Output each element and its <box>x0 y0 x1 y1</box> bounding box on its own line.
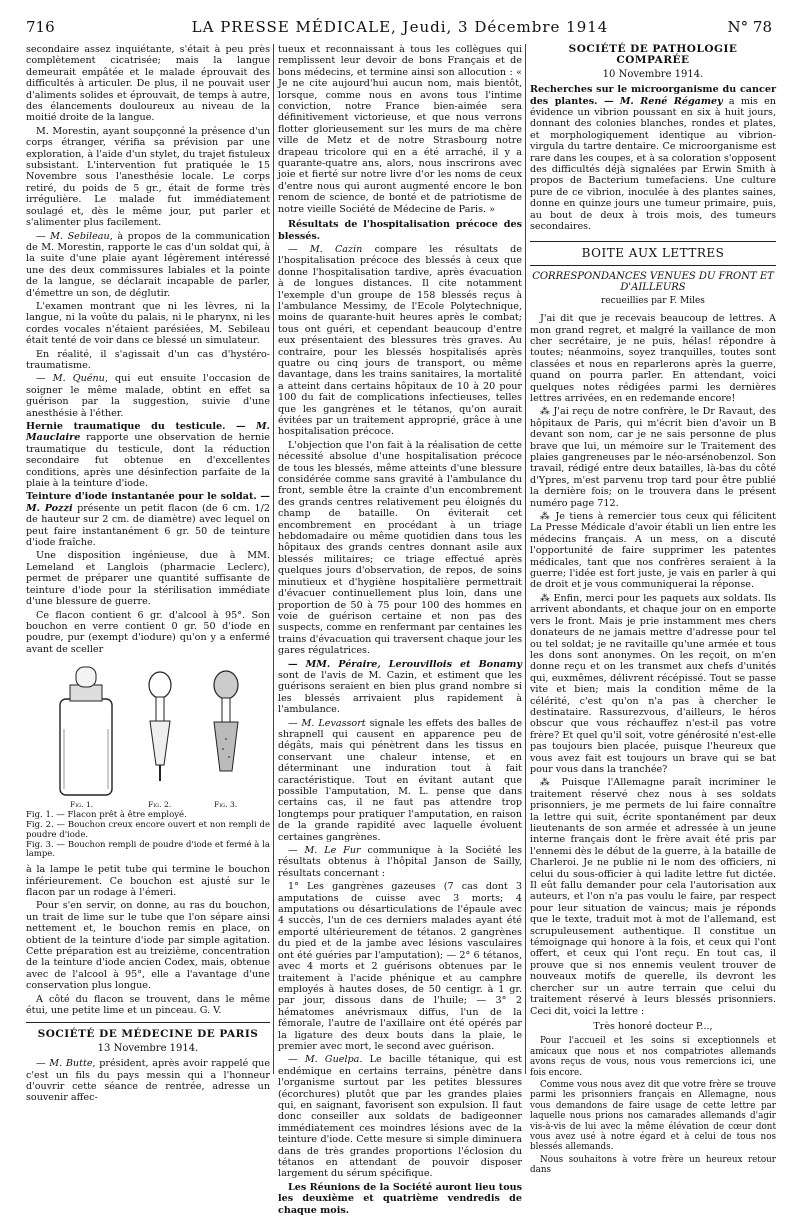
subsection-heading: Teinture d'iode instantanée pour le soldat. — <box>26 491 270 503</box>
paragraph <box>26 421 270 489</box>
paragraph <box>278 845 522 879</box>
subsection-heading: Hernie traumatique du testicule. — <box>26 421 246 432</box>
paragraph <box>278 1054 522 1179</box>
paragraph <box>26 231 270 299</box>
fig1-label: Fig. 1. <box>70 800 94 810</box>
paragraph-text: . Le bacille tétanique, qui est endémique en certains terrains, pénètre dans l'organisme surtout par les petites blessures (écorchures) plutôt que par les grandes plaies qui, en saignant, favorisent son expulsion. Il faut donc conseiller aux soldats de badigeonner immédiatement ces moindres lésions avec de la teinture d'iode. Cette mesure si simple diminuera dans de très grandes proportions l'éclosion du tétanos en attendant de pouvoir disposer largement du sérum spécifique. <box>278 1054 523 1180</box>
paragraph <box>278 659 522 716</box>
paragraph: tueux et reconnaissant à tous les collègues qui remplissent leur devoir de bons Français et de bons médecins, et termine ainsi son allocution : « Je ne cite aujourd'hui aucun nom, mais bientôt, lorsque, comme nous en avons tous l'intime conviction, notre France bien-aimée sera définitivement victorieuse, et que nous verrons flotter glorieusement sur les murs de ma chère ville de Metz et de notre Strasbourg notre drapeau tricolore qui en a été arraché, il y a quarante-quatre ans, alors, nous inscrirons avec joie et fierté sur notre livre d'or les noms de ceux d'entre nous qui auront augmenté encore le bon renom de science, de bonté et de patriotisme de notre vieille Société de Médecine de Paris. » <box>278 44 522 215</box>
column-rule-2 <box>525 44 526 1074</box>
figure-caption: Fig. 2. — Bouchon creux encore ouvert et non rempli de poudre d'iode. <box>26 819 270 840</box>
paragraph <box>26 373 270 419</box>
page-header <box>18 18 782 38</box>
paragraph: secondaire assez inquiétante, s'était à peu près complètement cicatrisée; mais la langue demeurait empâtée et le malade éprouvait des difficultés à articuler. De plus, il ne pouvait user d'aliments solides et éprouvait, de temps à autre, des élancements douloureux au niveau de la moitié droite de la langue. <box>26 44 270 124</box>
column-1 <box>26 44 271 1104</box>
fig2-stopper-drawing <box>149 672 171 781</box>
paragraph-text: , qui eut ensuite l'occasion de soigner le même malade, obtint en effet sa guérison par la suggestion, suivie d'une anesthésie à l'éther. <box>26 373 270 419</box>
subsection-heading: Recherches sur le microorganisme du cancer des plantes. — <box>530 84 776 107</box>
figure-caption: Fig. 3. — Bouchon rempli de poudre d'iode et fermé à la lampe. <box>26 839 270 860</box>
speaker-name: M. Mauclaire <box>26 421 270 444</box>
fig3-label: Fig. 3. <box>214 800 238 810</box>
letter-paragraph: Pour l'accueil et les soins si exceptionnels et amicaux que nous et nos compatriotes allemands avons reçus de vous, nous vous remercions ici, une fois encore. <box>530 1036 776 1078</box>
speaker-name: — M. Quénu <box>36 373 105 385</box>
flask-figures-svg <box>26 659 270 799</box>
figure-flask-illustrations <box>26 659 270 809</box>
paragraph: L'examen montrant que ni les lèvres, ni la langue, ni la voûte du palais, ni le pharynx, ni les cordes vocales n'étaient parésiées, M. Sebileau était tenté de voir dans ce blessé un simulateur. <box>26 300 270 347</box>
column-rule-1 <box>273 44 274 1074</box>
paragraph: Ce flacon contient 6 gr. d'alcool à 95°. Son bouchon en verre contient 0 gr. 50 d'iode en poudre, pur (exempt d'iodure) qu'on y a enfermé avant de sceller <box>26 609 270 655</box>
speaker-name: — MM. Péraire, Lerouvillois et Bonamy <box>288 658 522 670</box>
section-title-boite-aux-lettres: BOITE AUX LETTRES <box>530 241 776 266</box>
paragraph: En réalité, il s'agissait d'un cas d'hystéro-traumatisme. <box>26 348 270 371</box>
paragraph-text: sont de l'avis de M. Cazin, et estiment que les guérisons seraient en bien plus grand nombre si les blessés arrivaient plus rapidement à l'ambulance. <box>278 669 522 716</box>
speaker-name: M. René Régamey <box>619 95 723 107</box>
paragraph-text: signale les effets des balles de shrapnell qui causent en apparence peu de dégâts, mais qui pénètrent dans les tissus en conservant une chaleur intense, et en déterminant une induration tout à fait caractéristique. Tout en évitant autant que possible l'amputation, M. L. pense que dans certains cas, il ne faut pas attendre trop longtemps pour pratiquer l'amputation, en raison de la grande rapidité avec laquelle évoluent certaines gangrènes. <box>278 717 522 843</box>
issue-number: N° 78 <box>727 18 772 36</box>
paragraph: J'ai dit que je recevais beaucoup de lettres. A mon grand regret, et malgré la vaillance de mon cher secrétaire, je ne puis, hélas! répondre à toutes; néanmoins, soyez tranquilles, toutes sont classées et nous en reparlerons après la guerre, quand on pourra parler. En attendant, voici quelques notes rédigées parmi les dernières lettres arrivées, en en redemande encore! <box>530 313 776 404</box>
paragraph: Pour s'en servir, on donne, au ras du bouchon, un trait de lime sur le tube que l'on sépare ainsi nettement et, le bouchon remis en place, on obtient de la teinture d'iode par simple agitation. Cette préparation est au treizième, concentration de la teinture d'iode ancien Codex, mais, obtenue avec de l'alcool à 95°, elle a l'avantage d'une conservation plus longue. <box>26 900 270 992</box>
fig2-label: Fig. 2. <box>148 800 172 810</box>
speaker-name: M. Pozzi <box>26 502 73 514</box>
paragraph-text: communique à la Société les résultats obtenus à l'hôpital Janson de Sailly, résultats concernant : <box>278 845 522 879</box>
quoted-letter <box>530 1036 776 1175</box>
paragraph: ⁂ Puisque l'Allemagne paraît incriminer le traitement réservé chez nous à ses soldats prisonniers, je me permets de lui faire connaître la lettre qui suit, écrite spontanément par deux lieutenants de son armée et adressée à un jeune interne français dont le frère avait été pris par l'ennemi dès le début de la guerre, à la bataille de Charleroi. Je ne publie ni le nom des officiers, ni celui du sous-officier à qui ladite lettre fut dictée. Il eût fallu demander pour cela l'autorisation aux auteurs, et l'on n'a pas voulu le faire, par respect pour leur situation de vaincus; mais je réponds que le texte, traduit mot à mot de l'allemand, est scrupuleusement authentique. Il constitue un témoignage qui honore à la fois, et ceux qui l'ont offert, et ceux qui l'ont reçu. En tout cas, il prouve que si nos ennemis veulent trouver de nouveaux motifs de querelle, ils devront les chercher sur un autre terrain que celui du traitement réservé à leurs blessés prisonniers. Ceci dit, voici la lettre : <box>530 777 776 1017</box>
paragraph: 1° Les gangrènes gazeuses (7 cas dont 3 amputations de cuisse avec 3 morts; 4 amputations ou désarticulations de l'épaule avec 4 succès, l'un de ces derniers malades ayant été emporté ultérieurement de tétanos. 2 gangrènes du pied et de la jambe avec lésions vasculaires ont été guéries par l'amputation); — 2° 6 tétanos, avec 4 morts et 2 guérisons obtenues par le traitement à l'acide phénique et au camphre employés à hautes doses, de 50 centigr. à 1 gr. par jour, dissous dans de l'huile; — 3° 2 hématomes anévrismaux diffus, l'un de la fémorale, l'autre de l'axillaire ont été opérés par la ligature des deux bouts dans la plaie, le premier avec mort, le second avec guérison. <box>278 881 522 1052</box>
subsection-heading: Résultats de l'hospitalisation précoce des blessés. <box>278 219 522 242</box>
paragraph: à la lampe le petit tube qui termine le bouchon inférieurement. Ce bouchon est ajusté sur le flacon par un rodage à l'émeri. <box>26 864 270 898</box>
signature: G. V. <box>199 1004 222 1016</box>
paragraph: ⁂ Je tiens à remercier tous ceux qui félicitent La Presse Médicale d'avoir établi un lien entre les médecins français. A un mess, on a discuté l'opportunité de faire supprimer les patentes médicales, tant que nos confrères seraient à la guerre; l'idée est fort juste, je vais en parler à qui de droit et je vous communiquerai la réponse. <box>530 511 776 591</box>
speaker-name: — M. Le Fur <box>288 845 361 857</box>
paragraph: ⁂ J'ai reçu de notre confrère, le Dr Ravaut, des hôpitaux de Paris, qui m'écrit bien d'avoir un B devant son nom, car je ne sais personne de plus brave que lui, un mémoire sur le Traitement des plaies gangreneuses par le néo-arsénobenzol. Son travail, rédigé entre deux batailles, là-bas du côté d'Ypres, m'est parvenu trop tard pour être publié la dernière fois; on le trouvera dans le présent numéro page 712. <box>530 406 776 509</box>
paragraph <box>278 244 522 438</box>
section-date: 10 Novembre 1914. <box>602 68 704 80</box>
byline: recueillies par F. Miles <box>601 295 705 306</box>
journal-title: LA PRESSE MÉDICALE, Jeudi, 3 Décembre 1914 <box>191 18 609 36</box>
paragraph: Une disposition ingénieuse, due à MM. Lemeland et Langlois (pharmacie Leclerc), permet de préparer une quantité suffisante de teinture d'iode pour la stérilisation immédiate d'une blessure de guerre. <box>26 550 270 608</box>
column-subtitle: CORRESPONDANCES VENUES DU FRONT ET D'AILLEURS <box>532 270 774 294</box>
section-date: 13 Novembre 1914. <box>97 1042 199 1054</box>
speaker-name: — M. Sebileau <box>36 230 110 242</box>
paragraph-text: A côté du flacon se trouvent, dans le même étui, une petite lime et un pinceau. <box>26 993 270 1016</box>
letter-salutation: Très honoré docteur P..., <box>593 1020 713 1032</box>
page-number: 716 <box>26 18 55 36</box>
section-title: SOCIÉTÉ DE MÉDECINE DE PARIS <box>26 1022 270 1040</box>
fig3-stopper-drawing <box>214 671 238 771</box>
column-2 <box>278 44 523 1216</box>
paragraph <box>530 84 776 232</box>
speaker-name: — M. Guelpa <box>288 1054 360 1066</box>
column-3 <box>530 43 776 1176</box>
paragraph-text: rapporte une observation de hernie traumatique du testicule, dont la réduction secondaire fut obtenue en d'excellentes conditions, après une désinfection parfaite de la plaie à la teinture d'iode. <box>26 432 270 490</box>
paragraph <box>26 1058 270 1104</box>
figure-captions <box>26 811 270 860</box>
paragraph <box>26 491 270 548</box>
paragraph-text: présente un petit flacon (de 6 cm. 1/2 de hauteur sur 2 cm. de diamètre) avec lequel on peut faire instantanément 6 gr. 50 de teinture d'iode fraîche. <box>26 502 271 549</box>
paragraph-text: , président, après avoir rappelé que c'est un fils du pays messin qui a l'honneur d'ouvrir cette séance de rentrée, adresse un souvenir affec- <box>26 1058 270 1104</box>
figure-caption: Fig. 1. — Flacon prêt à être employé. <box>26 810 187 821</box>
paragraph: L'objection que l'on fait à la réalisation de cette nécessité absolue d'une hospitalisation précoce de tous les blessés, même atteints d'une blessure considérée comme sans gravité à l'ambulance du front, semble être la crainte d'un encombrement des grands centres relativement peu éloignés du champ de bataille. On éviterait cet encombrement en procédant à un triage hebdomadaire ou même quotidien dans tous les hôpitaux des grands centres donnant asile aux blessés militaires; ce triage effectué après quelques jours d'observation, de repos, de soins minutieux et d'hygiène hospitalière permettrait d'évacuer continuellement plus loin, dans une proportion de 50 à 75 pour 100 des hommes en voie de guérison certaine et non pas des suspects, comme en renfermant par centaines les trains d'évacuation qui traversent chaque jour les gares régulatrices. <box>278 439 522 657</box>
paragraph <box>278 718 522 843</box>
paragraph: M. Morestin, ayant soupçonné la présence d'un corps étranger, vérifia sa prévision par une exploration, à l'aide d'un stylet, du trajet fistuleux subsistant. L'intervention fut pratiquée le 15 Novembre sous l'anesthésie locale. Le corps retiré, du poids de 5 gr., était de forme très irrégulière. Le malade fut immédiatement soulagé et, dès le même jour, put parler et s'alimenter plus facilement. <box>26 125 270 229</box>
speaker-name: — M. Cazin <box>288 243 363 255</box>
fig1-flask-drawing <box>60 667 112 795</box>
paragraph: ⁂ Enfin, merci pour les paquets aux soldats. Ils arrivent abondants, et chaque jour on en emporte vers le front. Mais je prie instamment mes chers donateurs de ne jamais mettre d'adresse pour tel ou tel soldat; je ne ravitaille qu'une armée et tous les dons sont anonymes. On les reçoit, on m'en donne reçu et on les transmet aux chefs d'unités qui, euxmêmes, délivrent récépissé. Tout se passe vite et bien; mais la condition même de la célérité, c'est qu'on n'a pas à chercher le destinataire. Rassurezvous, d'ailleurs, le héros obscur que vous réchauffez n'est-il pas votre frère? Et quel qu'il soit, votre générosité n'est-elle pas toujours bien placée, puisque l'heureux que vous avez fait est toujours un brave qui se bat pour vous dans la tranchée? <box>530 592 776 775</box>
speaker-name: — M. Levassort <box>288 717 366 729</box>
paragraph-text: , à propos de la communication de M. Morestin, rapporte le cas d'un soldat qui, à la suite d'une plaie ayant légèrement intéressé une des deux commissures labiales et la pointe de la langue, se déclarait incapable de parler, d'émettre un son, de déglutir. <box>26 230 270 299</box>
paragraph <box>26 994 270 1017</box>
paragraph-text: a mis en évidence un vibrion poussant en six à huit jours, donnant des colonies blanches, rondes et plates, et morphologiquement identique au vibrion-virgula du tartre dentaire. Ce microorganisme est rare dans les coupes, et à sa coloration s'opposent des difficultés déjà signalées par Erwin Smith à propos de Bacterium tumefaciens. Une culture pure de ce vibrion, inoculée à des plantes saines, donne en quinze jours une tumeur primaire, puis, au bout de deux à trois mois, des tumeurs secondaires. <box>530 95 776 233</box>
section-title: SOCIÉTÉ DE PATHOLOGIE COMPARÉE <box>568 43 738 67</box>
letter-paragraph: Nous souhaitons à votre frère un heureux retour dans <box>530 1154 776 1176</box>
speaker-name: — M. Butte <box>36 1058 93 1070</box>
paragraph-text: compare les résultats de l'hospitalisation précoce des blessés à ceux que donne l'hospitalisation tardive, après évacuation à de longues distances. Il cite notamment l'exemple d'un groupe de 158 blessés reçus à l'ambulance Messimy, de l'Ecole Polytechnique, moins de quarante-huit heures après le combat; tous ont guéri, et cependant beaucoup d'entre eux présentaient des blessures très graves. Au contraire, pour les blessés hospitalisés après quatre ou cinq jours de transport, ou même davantage, dans les trains sanitaires, la mortalité a atteint dans certains hôpitaux de 10 à 20 pour 100 du fait de complications infectieuses, telles que les gangrènes et le tétanos, qu'on aurait évitées par un traitement approprié, grâce à une hospitalisation précoce. <box>278 243 522 438</box>
paragraph: Les Réunions de la Société auront lieu tous les deuxième et quatrième vendredis de chaque mois. <box>278 1181 522 1216</box>
letter-paragraph: Comme vous nous avez dit que votre frère se trouve parmi les prisonniers français en Allemagne, nous vous demandons de faire usage de cette lettre par laquelle nous prions nos camarades allemands d'agir vis-à-vis de lui avec la même élévation de cœur dont vous avez usé à notre égard et à celui de tous nos blessés allemands. <box>530 1079 776 1153</box>
